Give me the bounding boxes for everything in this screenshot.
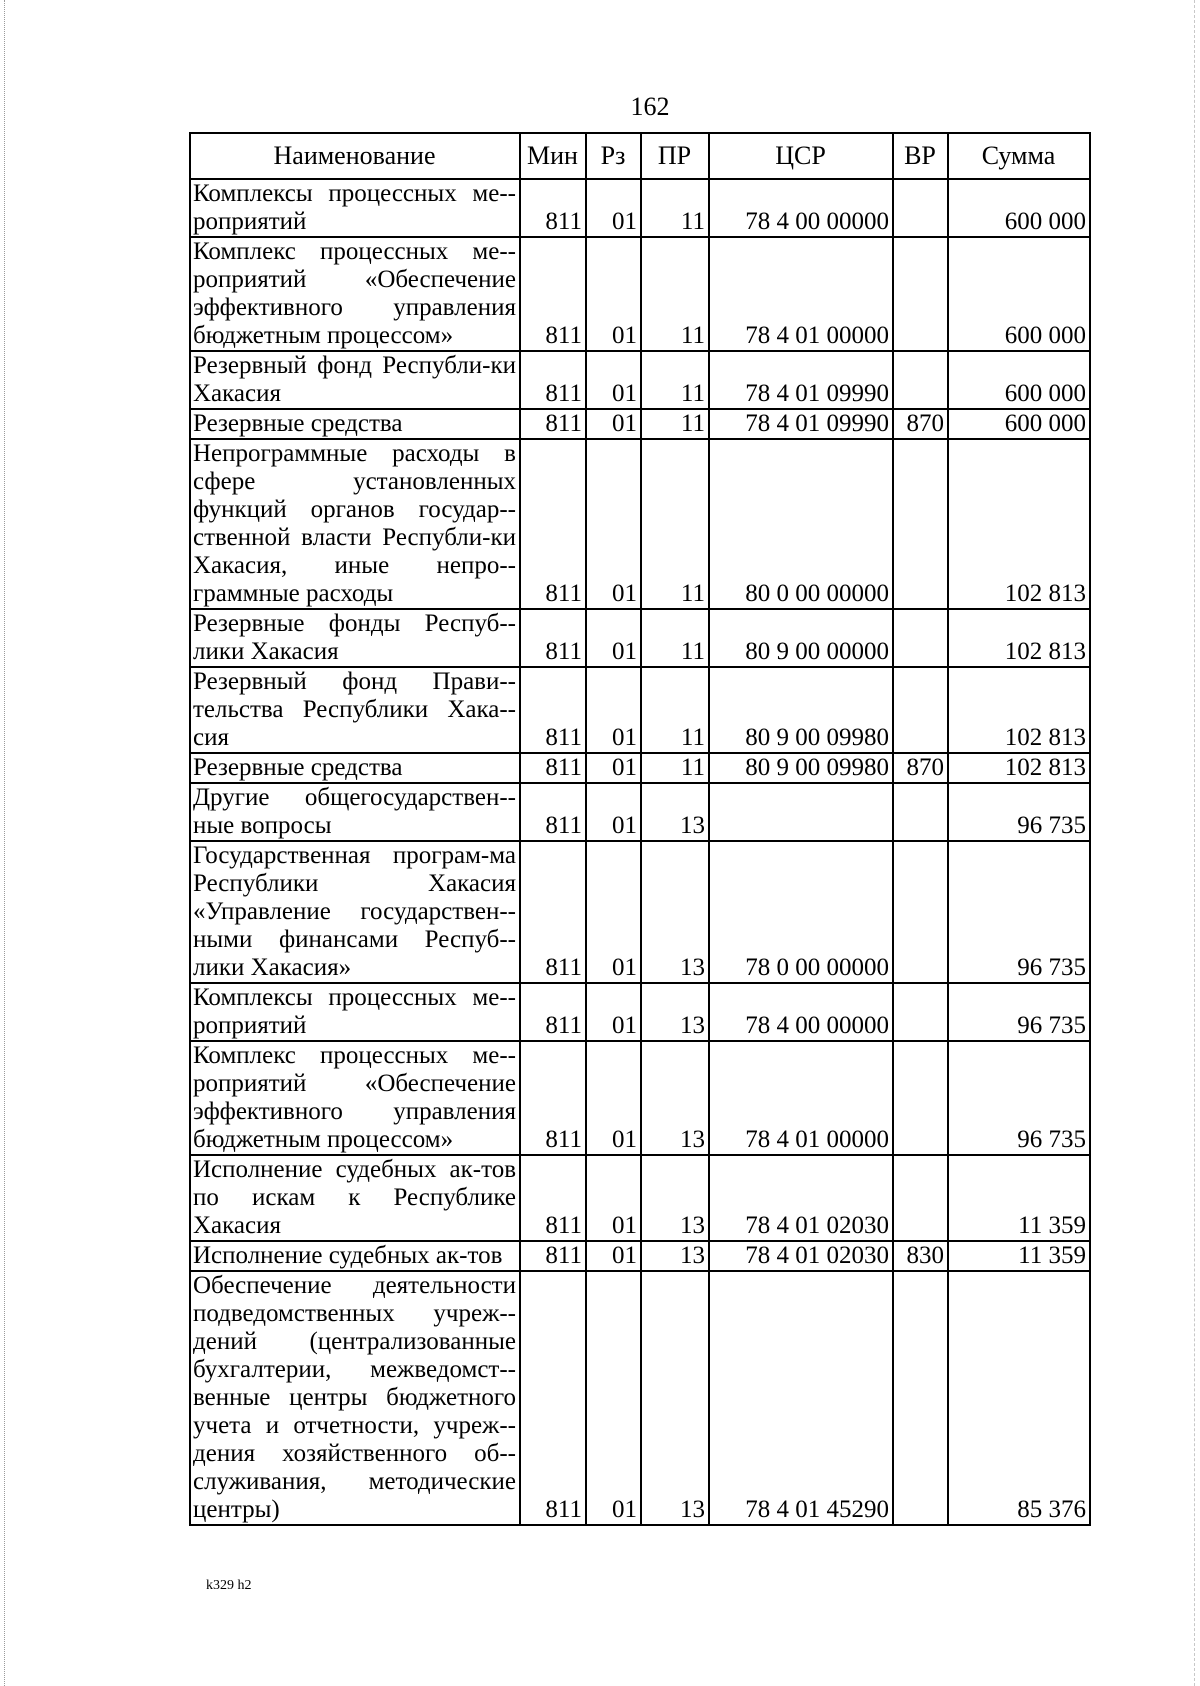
cell-min: 811: [520, 1041, 586, 1155]
cell-name: Резервные средства: [190, 409, 520, 439]
cell-name: Непрограммные расходы в сфере установленных функций органов государ-ственной власти Республи-ки Хакасия, иные непро-граммные расходы: [190, 439, 520, 609]
cell-sum: 96 735: [948, 783, 1090, 841]
cell-csr: 78 4 00 00000: [709, 179, 893, 237]
budget-table: [189, 132, 1091, 1526]
cell-csr: 78 4 01 02030: [709, 1241, 893, 1271]
cell-rz: 01: [586, 841, 641, 983]
header-sum: Сумма: [948, 133, 1090, 179]
cell-pr: 11: [641, 667, 709, 753]
cell-pr: 13: [641, 841, 709, 983]
cell-csr: 80 9 00 09980: [709, 667, 893, 753]
cell-vr: [893, 983, 948, 1041]
cell-pr: 11: [641, 237, 709, 351]
cell-rz: 01: [586, 753, 641, 783]
cell-sum: 96 735: [948, 1041, 1090, 1155]
cell-sum: 11 359: [948, 1155, 1090, 1241]
cell-min: 811: [520, 179, 586, 237]
header-csr: ЦСР: [709, 133, 893, 179]
cell-vr: [893, 609, 948, 667]
cell-pr: 11: [641, 609, 709, 667]
cell-csr: 78 4 00 00000: [709, 983, 893, 1041]
cell-vr: [893, 351, 948, 409]
cell-sum: 102 813: [948, 667, 1090, 753]
scan-edge-left: [4, 0, 5, 1686]
cell-sum: 600 000: [948, 351, 1090, 409]
cell-csr: 78 4 01 09990: [709, 351, 893, 409]
cell-name: Обеспечение деятельности подведомственных учреж-дений (централизованные бухгалтерии, межведомст-венные центры бюджетного учета и отчетности, учреж-дения хозяйственного об-служивания, методические центры): [190, 1271, 520, 1525]
cell-vr: [893, 179, 948, 237]
cell-csr: 78 4 01 45290: [709, 1271, 893, 1525]
table-row: [190, 983, 1090, 1041]
table-row: [190, 237, 1090, 351]
scan-edge-right: [1194, 0, 1195, 1686]
table-row: [190, 609, 1090, 667]
header-pr: ПР: [641, 133, 709, 179]
cell-sum: 96 735: [948, 983, 1090, 1041]
cell-sum: 102 813: [948, 753, 1090, 783]
table-row: [190, 439, 1090, 609]
cell-min: 811: [520, 609, 586, 667]
footer-code: k329 h2: [206, 1578, 252, 1593]
cell-csr: 78 4 01 09990: [709, 409, 893, 439]
cell-pr: 11: [641, 439, 709, 609]
cell-rz: 01: [586, 237, 641, 351]
cell-name: Другие общегосударствен-ные вопросы: [190, 783, 520, 841]
cell-name: Комплексы процессных ме-роприятий: [190, 179, 520, 237]
table-row: [190, 179, 1090, 237]
cell-min: 811: [520, 351, 586, 409]
cell-sum: 102 813: [948, 439, 1090, 609]
cell-vr: [893, 237, 948, 351]
cell-pr: 13: [641, 1241, 709, 1271]
cell-name: Резервный фонд Прави-тельства Республики Хака-сия: [190, 667, 520, 753]
cell-csr: 80 9 00 00000: [709, 609, 893, 667]
cell-rz: 01: [586, 1155, 641, 1241]
cell-csr: 78 4 01 00000: [709, 1041, 893, 1155]
cell-rz: 01: [586, 983, 641, 1041]
table-row: [190, 841, 1090, 983]
cell-pr: 11: [641, 179, 709, 237]
cell-csr: 80 0 00 00000: [709, 439, 893, 609]
cell-min: 811: [520, 237, 586, 351]
cell-rz: 01: [586, 351, 641, 409]
cell-pr: 13: [641, 1271, 709, 1525]
table-row: [190, 1041, 1090, 1155]
cell-min: 811: [520, 841, 586, 983]
cell-csr: 78 0 00 00000: [709, 841, 893, 983]
cell-csr: 78 4 01 02030: [709, 1155, 893, 1241]
cell-csr: 78 4 01 00000: [709, 237, 893, 351]
cell-name: Резервные средства: [190, 753, 520, 783]
cell-min: 811: [520, 1241, 586, 1271]
cell-pr: 13: [641, 1041, 709, 1155]
header-min: Мин: [520, 133, 586, 179]
cell-rz: 01: [586, 439, 641, 609]
cell-min: 811: [520, 783, 586, 841]
cell-name: Государственная програм-ма Республики Хакасия «Управление государствен-ными финансами Респуб-лики Хакасия»: [190, 841, 520, 983]
cell-rz: 01: [586, 1041, 641, 1155]
cell-vr: 830: [893, 1241, 948, 1271]
cell-rz: 01: [586, 783, 641, 841]
cell-sum: 96 735: [948, 841, 1090, 983]
cell-name: Исполнение судебных ак-тов по искам к Республике Хакасия: [190, 1155, 520, 1241]
table-row: [190, 753, 1090, 783]
cell-pr: 11: [641, 409, 709, 439]
table-header-row: [190, 133, 1090, 179]
cell-min: 811: [520, 1155, 586, 1241]
cell-vr: [893, 1155, 948, 1241]
cell-rz: 01: [586, 609, 641, 667]
cell-rz: 01: [586, 1271, 641, 1525]
table-row: [190, 1155, 1090, 1241]
cell-min: 811: [520, 667, 586, 753]
cell-name: Резервные фонды Респуб-лики Хакасия: [190, 609, 520, 667]
cell-pr: 13: [641, 783, 709, 841]
cell-sum: 85 376: [948, 1271, 1090, 1525]
cell-sum: 600 000: [948, 237, 1090, 351]
cell-rz: 01: [586, 667, 641, 753]
header-vr: ВР: [893, 133, 948, 179]
cell-vr: [893, 783, 948, 841]
table-row: [190, 351, 1090, 409]
cell-vr: [893, 1271, 948, 1525]
cell-name: Исполнение судебных ак-тов: [190, 1241, 520, 1271]
cell-name: Комплекс процессных ме-роприятий «Обеспечение эффективного управления бюджетным процессом»: [190, 237, 520, 351]
table-body: [190, 179, 1090, 1525]
table-row: [190, 1271, 1090, 1525]
cell-pr: 11: [641, 753, 709, 783]
header-rz: Рз: [586, 133, 641, 179]
cell-rz: 01: [586, 179, 641, 237]
cell-sum: 600 000: [948, 409, 1090, 439]
table-row: [190, 409, 1090, 439]
cell-pr: 11: [641, 351, 709, 409]
cell-name: Резервный фонд Республи-ки Хакасия: [190, 351, 520, 409]
cell-min: 811: [520, 1271, 586, 1525]
cell-name: Комплекс процессных ме-роприятий «Обеспечение эффективного управления бюджетным процессом»: [190, 1041, 520, 1155]
cell-name: Комплексы процессных ме-роприятий: [190, 983, 520, 1041]
table-row: [190, 783, 1090, 841]
cell-pr: 13: [641, 983, 709, 1041]
cell-sum: 102 813: [948, 609, 1090, 667]
cell-min: 811: [520, 983, 586, 1041]
cell-vr: [893, 841, 948, 983]
table-row: [190, 1241, 1090, 1271]
cell-pr: 13: [641, 1155, 709, 1241]
page-number: 162: [630, 92, 670, 121]
cell-rz: 01: [586, 1241, 641, 1271]
cell-sum: 11 359: [948, 1241, 1090, 1271]
cell-min: 811: [520, 753, 586, 783]
cell-csr: [709, 783, 893, 841]
cell-vr: 870: [893, 753, 948, 783]
cell-min: 811: [520, 439, 586, 609]
cell-min: 811: [520, 409, 586, 439]
header-name: Наименование: [190, 133, 520, 179]
cell-vr: [893, 667, 948, 753]
cell-vr: [893, 1041, 948, 1155]
cell-sum: 600 000: [948, 179, 1090, 237]
cell-vr: 870: [893, 409, 948, 439]
cell-rz: 01: [586, 409, 641, 439]
cell-vr: [893, 439, 948, 609]
table-row: [190, 667, 1090, 753]
cell-csr: 80 9 00 09980: [709, 753, 893, 783]
